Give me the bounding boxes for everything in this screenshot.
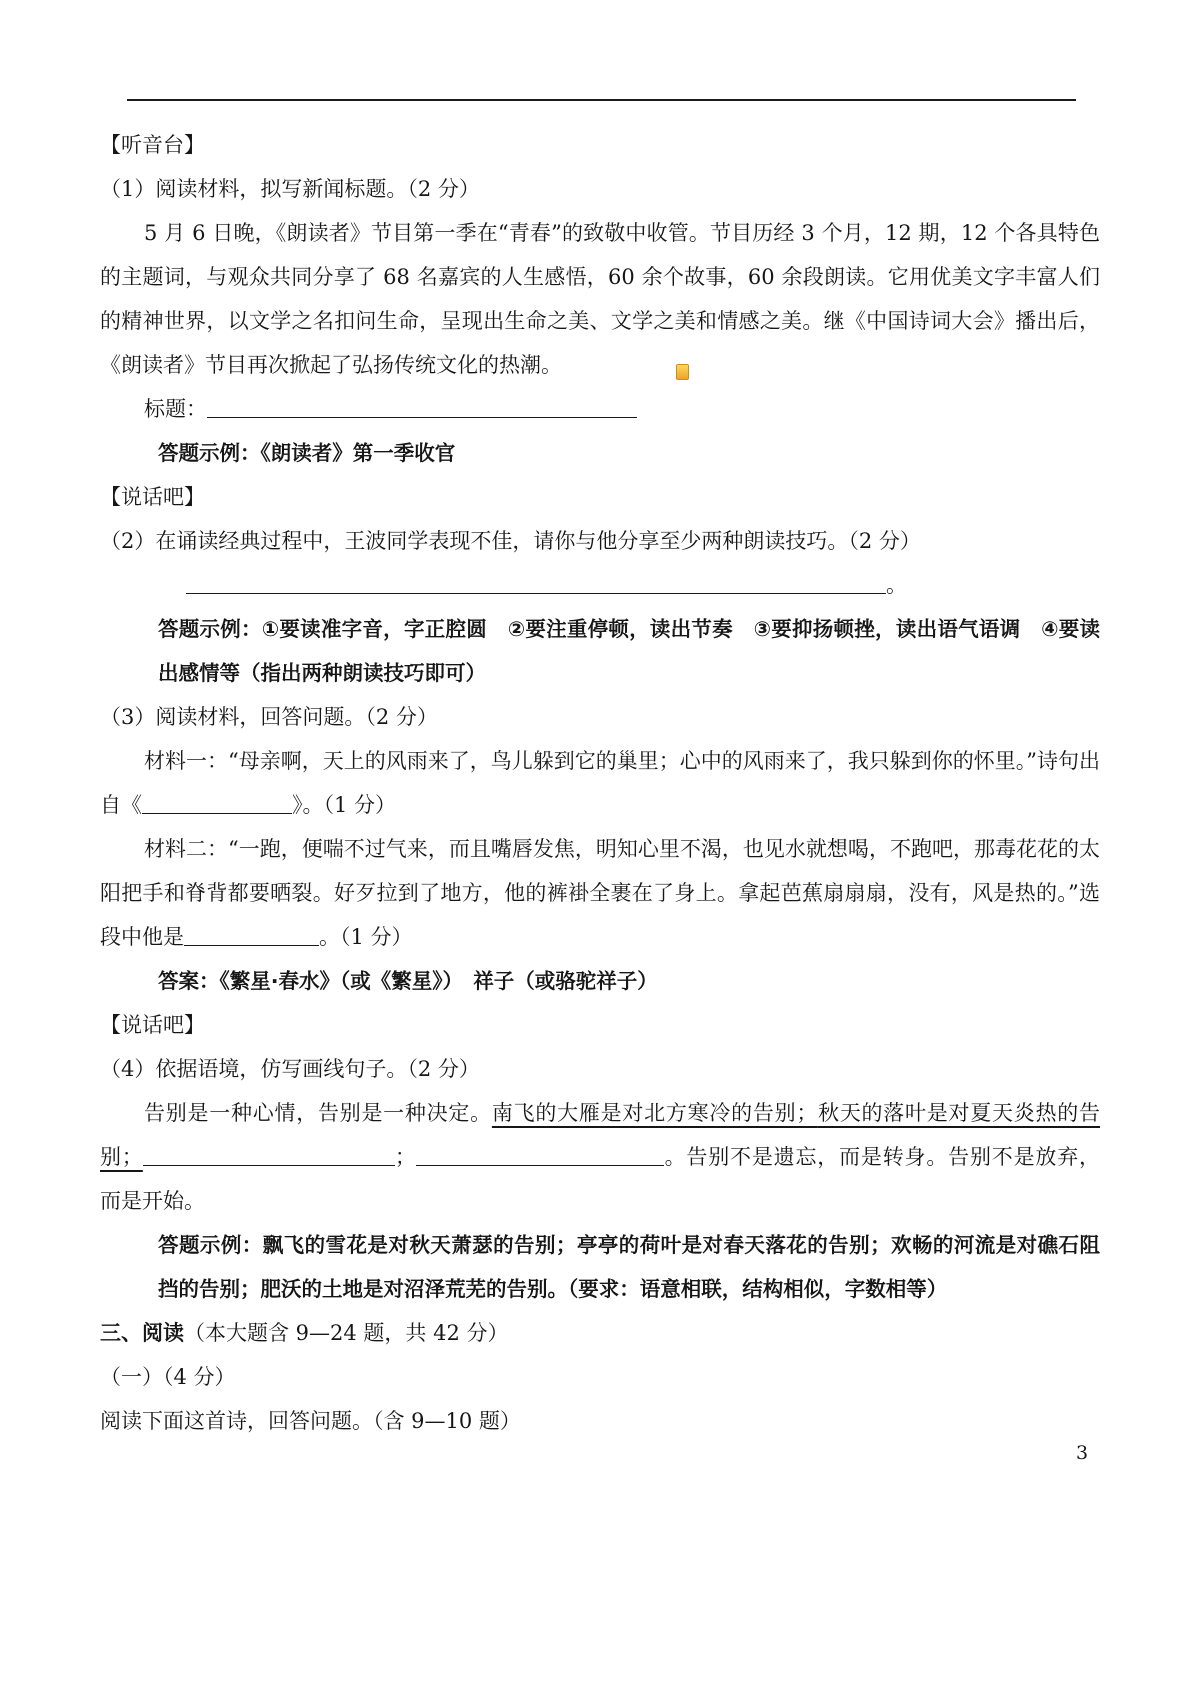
text-run: 告别是一种心情，告别是一种决定。 — [144, 1101, 492, 1125]
answer-example-4 — [158, 1223, 1100, 1311]
text-run: 。告别不是遗忘，而是转身。告别不是放弃，而是开始。 — [100, 1145, 1101, 1213]
text-run: 【说话吧】 — [100, 1013, 205, 1037]
text-run: 材料一：“母亲啊，天上的风雨来了，鸟儿躲到它的巢里；心中的风雨来了，我只躲到你的怀里。”诗句出自《 — [100, 749, 1100, 817]
news-passage — [100, 211, 1100, 387]
section-heading-speaking-2 — [100, 1003, 1100, 1047]
text-run: 。 — [886, 573, 907, 597]
section-heading-speaking-1 — [100, 475, 1100, 519]
part-1-heading — [100, 1355, 1100, 1399]
text-run: 阅读下面这首诗，回答问题。（含 9—10 题） — [100, 1409, 521, 1433]
text-run: 》。（1 分） — [292, 793, 397, 817]
text-run: 材料二：“一跑，便喘不过气来，而且嘴唇发焦，明知心里不渴，也见水就想喝，不跑吧，那毒花花的太阳把手和脊背都要晒裂。好歹拉到了地方，他的裤褂全裹在了身上。拿起芭蕉扇扇扇，没有，风是热的。”选段中他是 — [100, 837, 1100, 949]
page-number: 3 — [1076, 1442, 1089, 1464]
fill-in-blank — [143, 1145, 395, 1166]
text-run: 答题示例：《朗读者》第一季收官 — [158, 441, 456, 465]
document-body — [100, 123, 1100, 1443]
question-2 — [100, 519, 1100, 563]
section-heading-listening — [100, 123, 1100, 167]
text-run: 标题： — [144, 397, 207, 421]
sticky-note-icon — [676, 364, 689, 380]
fill-in-blank — [142, 793, 292, 814]
title-blank-line — [100, 387, 1100, 431]
text-run: 【听音台】 — [100, 133, 205, 157]
question-3 — [100, 695, 1100, 739]
section-3-heading — [100, 1311, 1100, 1355]
text-run: （本大题含 9—24 题，共 42 分） — [184, 1321, 509, 1345]
text-run: （2）在诵读经典过程中，王波同学表现不佳，请你与他分享至少两种朗读技巧。（2 分） — [100, 529, 921, 553]
text-run: 答题示例：飘飞的雪花是对秋天萧瑟的告别；亭亭的荷叶是对春天落花的告别；欢畅的河流是对礁石阻挡的告别；肥沃的土地是对沼泽荒芜的告别。（要求：语意相联，结构相似，字数相等） — [158, 1233, 1100, 1301]
question-1 — [100, 167, 1100, 211]
text-run: 答案：《繁星·春水》（或《繁星》） 祥子（或骆驼祥子） — [158, 969, 658, 993]
text-run: （3）阅读材料，回答问题。（2 分） — [100, 705, 438, 729]
question-4 — [100, 1047, 1100, 1091]
answer-blank-line — [100, 563, 1100, 607]
text-run: 。（1 分） — [319, 925, 413, 949]
answer-example-2 — [158, 607, 1100, 695]
fill-in-blank — [207, 397, 637, 418]
text-run: 秋天的落叶是对夏天炎热的告别； — [100, 1101, 1101, 1169]
text-run: 南飞的大雁是对北方寒冷的告别； — [491, 1101, 818, 1125]
answer-example-1 — [158, 431, 1100, 475]
text-run: （1）阅读材料，拟写新闻标题。（2 分） — [100, 177, 480, 201]
fill-in-blank — [416, 1145, 664, 1166]
text-run: ； — [394, 1145, 416, 1169]
imitation-passage — [100, 1091, 1100, 1223]
text-run: 5 月 6 日晚，《朗读者》节目第一季在“青春”的致敬中收管。节目历经 3 个月，12 期，12 个各具特色的主题词，与观众共同分享了 68 名嘉宾的人生感悟，60 余个故事，60 余段朗读。它用优美文字丰富人们的精神世界，以文学之名扣问生命，呈现出生命之美、文学之美和情感之美。继《中国诗词大会》播出后，《朗读者》节目再次掀起了弘扬传统文化的热潮。 — [100, 221, 1100, 377]
text-run: （一）（4 分） — [100, 1365, 236, 1389]
fill-in-blank — [186, 573, 886, 594]
poem-instruction — [100, 1399, 1100, 1443]
material-1 — [100, 739, 1100, 827]
text-run: 【说话吧】 — [100, 485, 205, 509]
text-run: 三、阅读 — [100, 1321, 184, 1345]
text-run: 答题示例：①要读准字音，字正腔圆 ②要注重停顿，读出节奏 ③要抑扬顿挫，读出语气语调 ④要读出感情等（指出两种朗读技巧即可） — [158, 617, 1100, 685]
fill-in-blank — [184, 925, 319, 946]
header-rule — [127, 99, 1076, 101]
answer-3 — [158, 959, 1100, 1003]
text-run: （4）依据语境，仿写画线句子。（2 分） — [100, 1057, 480, 1081]
material-2 — [100, 827, 1100, 959]
